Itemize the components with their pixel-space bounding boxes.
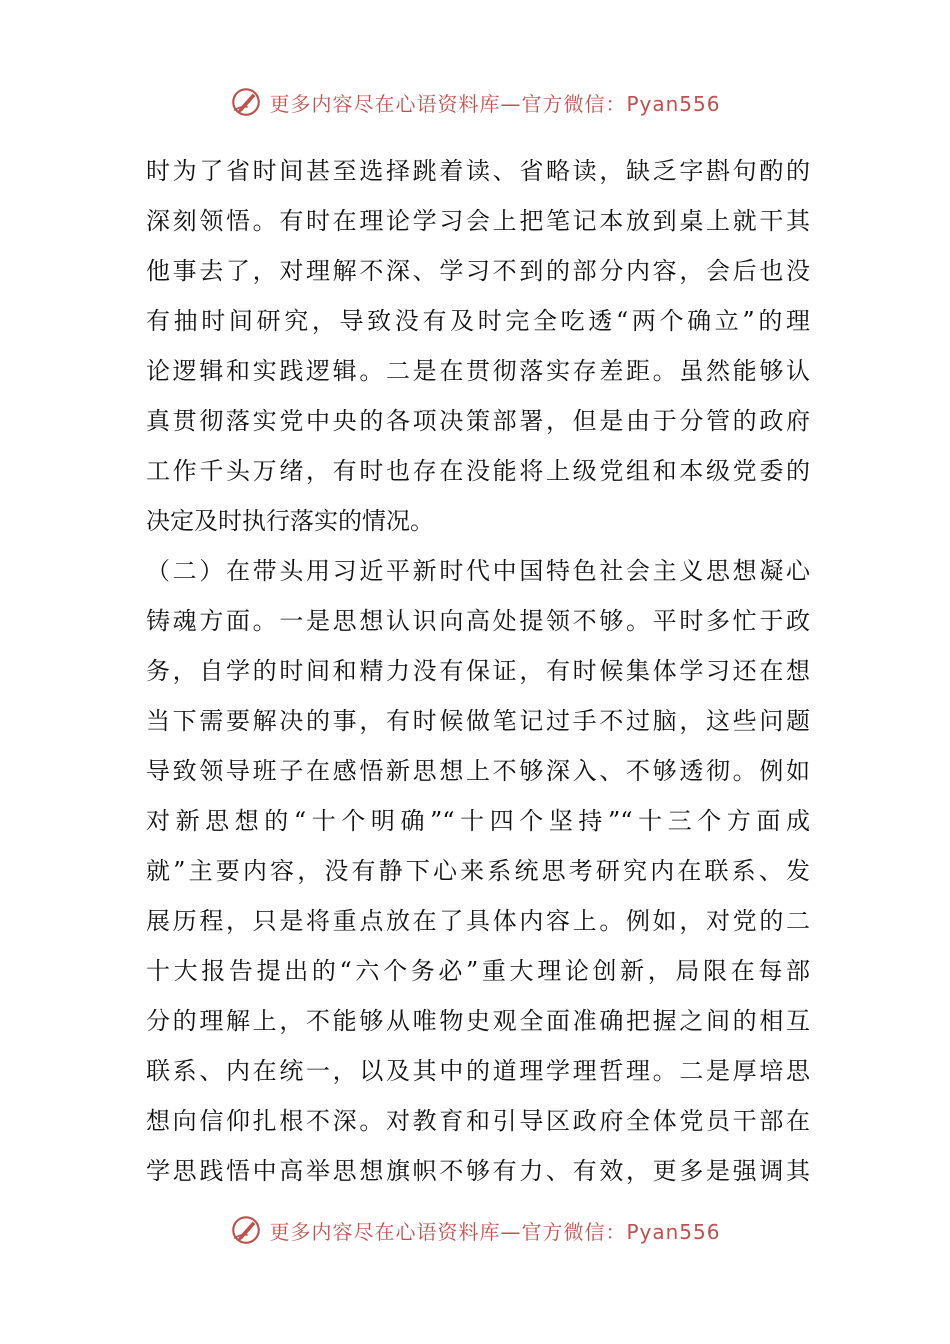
- header-banner: [0, 80, 950, 124]
- body-text-line: （二）在带头用习近平新时代中国特色社会主义思想凝心: [146, 557, 810, 585]
- body-text-line: 他事去了，对理解不深、学习不到的部分内容，会后也没: [146, 257, 810, 285]
- body-text-line: 就”主要内容，没有静下心来系统思考研究内在联系、发: [146, 857, 810, 885]
- footer-banner: [0, 1208, 950, 1252]
- body-text-line: 想向信仰扎根不深。对教育和引导区政府全体党员干部在: [146, 1107, 810, 1135]
- body-text-line: 有抽时间研究，导致没有及时完全吃透“两个确立”的理: [146, 307, 810, 335]
- pen-circle-logo-icon: [229, 1213, 263, 1247]
- document-body: [146, 146, 810, 1196]
- body-text-line: 联系、内在统一，以及其中的道理学理哲理。二是厚培思: [146, 1057, 810, 1085]
- header-banner-text: 更多内容尽在心语资料库—官方微信：Pyan556: [269, 91, 721, 116]
- body-text-line: 时为了省时间甚至选择跳着读、省略读，缺乏字斟句酌的: [146, 157, 810, 185]
- body-text-line: 论逻辑和实践逻辑。二是在贯彻落实存差距。虽然能够认: [146, 357, 810, 385]
- footer-banner-text: 更多内容尽在心语资料库—官方微信：Pyan556: [269, 1219, 721, 1244]
- body-text-line: 决定及时执行落实的情况。: [146, 507, 434, 535]
- body-text-line: 铸魂方面。一是思想认识向高处提领不够。平时多忙于政: [146, 607, 810, 635]
- body-text-line: 导致领导班子在感悟新思想上不够深入、不够透彻。例如: [146, 757, 810, 785]
- body-text-line: 对新思想的“十个明确”“十四个坚持”“十三个方面成: [146, 807, 810, 835]
- body-text-line: 十大报告提出的“六个务必”重大理论创新，局限在每部: [146, 957, 810, 985]
- pen-circle-logo-icon: [229, 85, 263, 119]
- body-text-line: 工作千头万绪，有时也存在没能将上级党组和本级党委的: [146, 457, 810, 485]
- body-text-line: 展历程，只是将重点放在了具体内容上。例如，对党的二: [146, 907, 810, 935]
- body-text-line: 当下需要解决的事，有时候做笔记过手不过脑，这些问题: [146, 707, 810, 735]
- body-text-line: 深刻领悟。有时在理论学习会上把笔记本放到桌上就干其: [146, 207, 810, 235]
- body-text-line: 分的理解上，不能够从唯物史观全面准确把握之间的相互: [146, 1007, 810, 1035]
- body-text-line: 学思践悟中高举思想旗帜不够有力、有效，更多是强调其: [146, 1157, 810, 1185]
- body-text-line: 真贯彻落实党中央的各项决策部署，但是由于分管的政府: [146, 407, 810, 435]
- body-text-line: 务，自学的时间和精力没有保证，有时候集体学习还在想: [146, 657, 810, 685]
